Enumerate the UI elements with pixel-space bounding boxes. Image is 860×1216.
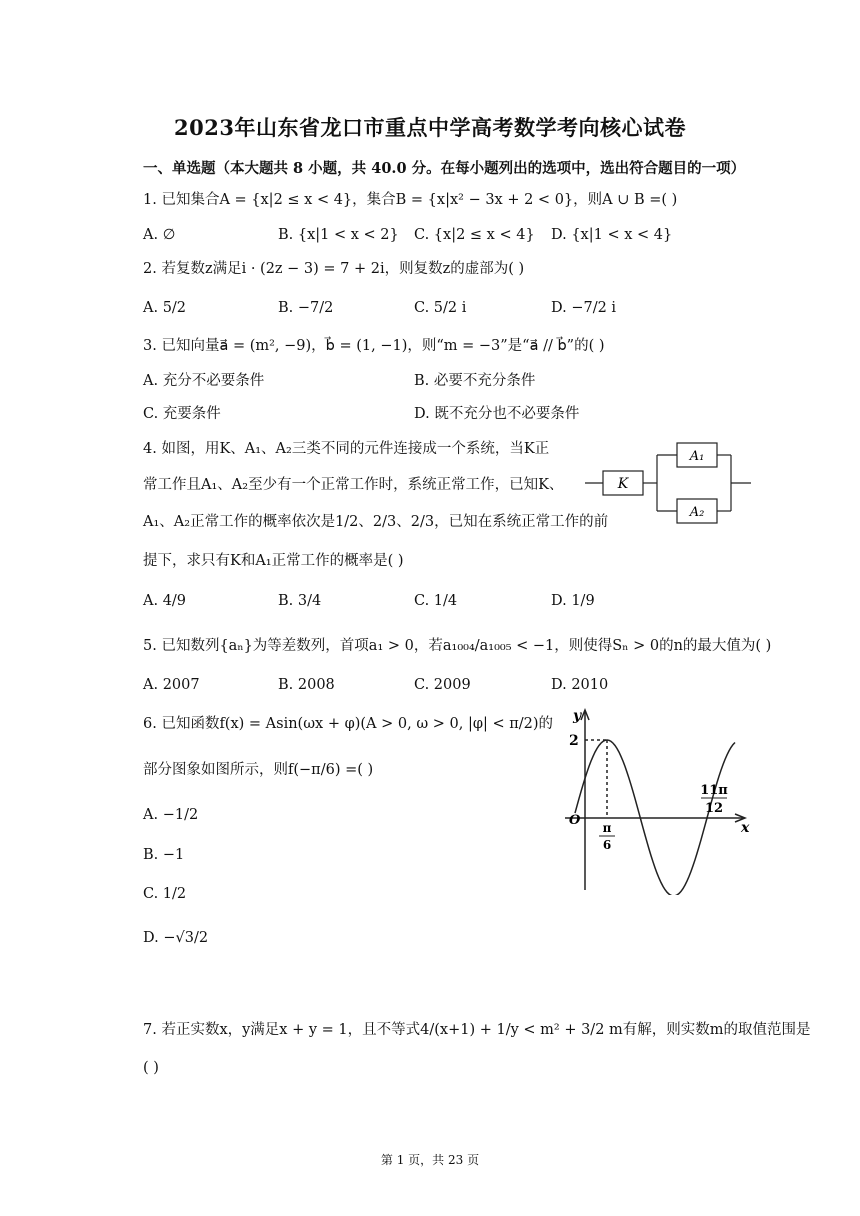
- q6-option-d: D. −√3/2: [143, 930, 209, 946]
- question-6-stem-line-1: 6. 已知函数f(x) = Asin(ωx + φ)(A > 0, ω > 0, |φ| < π/2)的: [143, 716, 554, 732]
- a1-label: A₁: [689, 449, 705, 464]
- sine-graph: [555, 700, 755, 895]
- question-6-stem-line-2: 部分图象如图所示，则f(−π/6) =( ): [143, 762, 374, 778]
- q3-option-b: B. 必要不充分条件: [414, 373, 536, 389]
- q5-option-c: C. 2009: [414, 677, 471, 693]
- a2-label: A₂: [689, 505, 705, 520]
- question-7-stem-line-1: 7. 若正实数x，y满足x + y = 1，且不等式4/(x+1) + 1/y < m² + 3/2 m有解，则实数m的取值范围是: [143, 1022, 811, 1038]
- q1-option-a: A. ∅: [143, 227, 176, 243]
- circuit-diagram: [585, 435, 755, 535]
- x-axis-label: x: [741, 820, 750, 836]
- q6-option-c: C. 1/2: [143, 886, 187, 902]
- q6-option-b: B. −1: [143, 847, 185, 863]
- q4-option-d: D. 1/9: [551, 593, 595, 609]
- q1-option-c: C. {x|2 ≤ x < 4}: [414, 227, 535, 243]
- q1-option-b: B. {x|1 < x < 2}: [278, 227, 399, 243]
- q3-option-d: D. 既不充分也不必要条件: [414, 406, 580, 422]
- peak-value-label: 2: [569, 733, 579, 749]
- question-4-stem-line-4: 提下，求只有K和A₁正常工作的概率是( ): [143, 553, 404, 569]
- y-axis-label: y: [573, 708, 582, 724]
- question-4-stem-line-3: A₁、A₂正常工作的概率依次是1/2、2/3、2/3，已知在系统正常工作的前: [143, 514, 609, 530]
- eleven-pi-over-12-numerator: 11π: [700, 783, 728, 798]
- question-7-stem-line-2: ( ): [143, 1060, 159, 1076]
- q1-option-d: D. {x|1 < x < 4}: [551, 227, 673, 243]
- section-heading: 一、单选题（本大题共 8 小题，共 40.0 分。在每小题列出的选项中，选出符合题目的一项）: [143, 160, 746, 177]
- q3-option-c: C. 充要条件: [143, 406, 221, 422]
- pi-over-6-numerator: π: [602, 821, 612, 835]
- q3-option-a: A. 充分不必要条件: [143, 373, 265, 389]
- q2-option-b: B. −7/2: [278, 300, 334, 316]
- eleven-pi-over-12-denominator: 12: [704, 801, 724, 816]
- q5-option-b: B. 2008: [278, 677, 335, 693]
- origin-label: O: [569, 813, 581, 828]
- q2-option-c: C. 5/2 i: [414, 300, 467, 316]
- q5-option-d: D. 2010: [551, 677, 609, 693]
- question-1-stem: 1. 已知集合A = {x|2 ≤ x < 4}，集合B = {x|x² − 3x + 2 < 0}，则A ∪ B =( ): [143, 192, 678, 208]
- question-3-stem: 3. 已知向量a⃗ = (m², −9)，b⃗ = (1, −1)，则“m = −3”是“a⃗ // b⃗”的( ): [143, 338, 605, 354]
- q5-option-a: A. 2007: [143, 677, 200, 693]
- q4-option-a: A. 4/9: [143, 593, 187, 609]
- page-footer: 第 1 页，共 23 页: [380, 1153, 480, 1167]
- q6-option-a: A. −1/2: [143, 807, 199, 823]
- q4-option-c: C. 1/4: [414, 593, 458, 609]
- question-4-stem-line-1: 4. 如图，用K、A₁、A₂三类不同的元件连接成一个系统，当K正: [143, 441, 550, 457]
- pi-over-6-denominator: 6: [602, 838, 612, 852]
- q2-option-a: A. 5/2: [143, 300, 187, 316]
- question-4-stem-line-2: 常工作且A₁、A₂至少有一个正常工作时，系统正常工作，已知K、: [143, 477, 564, 493]
- page-title: 2023年山东省龙口市重点中学高考数学考向核心试卷: [174, 115, 686, 140]
- q2-option-d: D. −7/2 i: [551, 300, 617, 316]
- k-label: K: [617, 476, 629, 492]
- q4-option-b: B. 3/4: [278, 593, 322, 609]
- question-5-stem: 5. 已知数列{aₙ}为等差数列，首项a₁ > 0，若a₁₀₀₄/a₁₀₀₅ < −1，则使得Sₙ > 0的n的最大值为( ): [143, 638, 772, 654]
- question-2-stem: 2. 若复数z满足i · (2z − 3) = 7 + 2i，则复数z的虚部为( ): [143, 261, 525, 277]
